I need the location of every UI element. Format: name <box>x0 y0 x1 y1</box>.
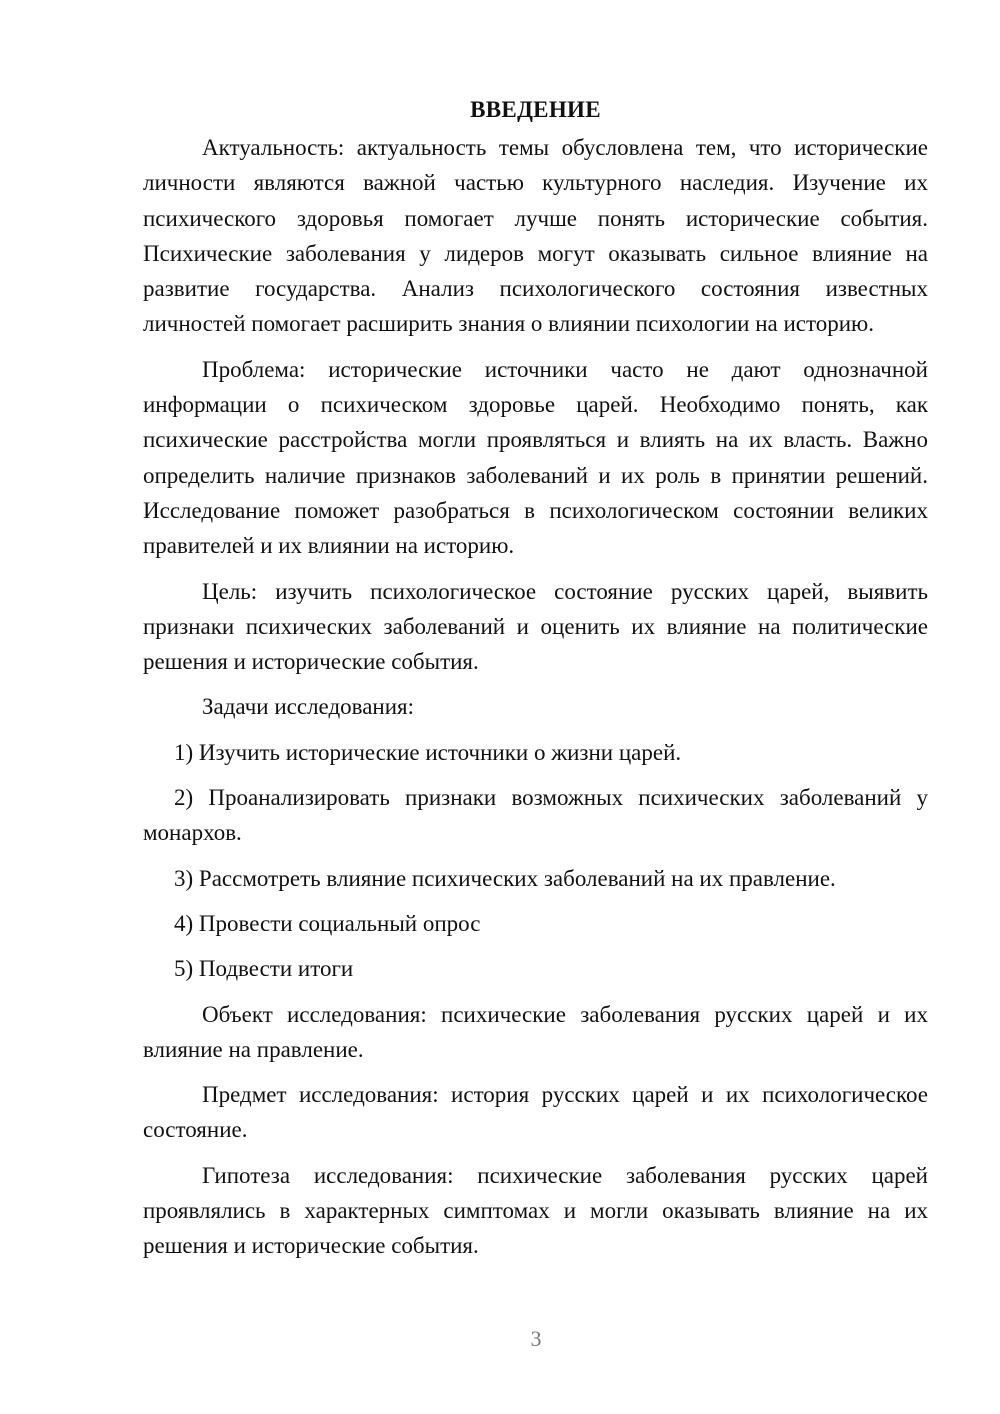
task-item-1: 1) Изучить исторические источники о жизни царей. <box>174 739 682 765</box>
tasks-list <box>143 735 928 987</box>
tasks-heading: Задачи исследования: <box>202 694 415 720</box>
section-title: ВВЕДЕНИЕ <box>470 97 601 122</box>
subject-paragraph: Предмет исследования: история русских царей и их психологическое состояние. <box>143 1082 928 1143</box>
document-page <box>143 92 928 1274</box>
object-paragraph: Объект исследования: психические заболевания русских царей и их влияние на правление. <box>143 1001 928 1062</box>
problem-paragraph: Проблема: исторические источники часто не дают однозначной информации о психическом здоровье царей. Необходимо понять, как психические расстройства могли проявляться и влиять на их власть. Важно определить наличие признаков заболеваний и их роль в принятии решений. Исследование поможет разобраться в психологическом состоянии великих правителей и их влиянии на историю. <box>143 356 928 559</box>
page-number: 3 <box>530 1326 542 1351</box>
task-item-3: 3) Рассмотреть влияние психических заболеваний на их правление. <box>174 865 836 891</box>
task-item-4: 4) Провести социальный опрос <box>174 910 481 936</box>
relevance-paragraph: Актуальность: актуальность темы обусловлена тем, что исторические личности являются важной частью культурного наследия. Изучение их психического здоровья помогает лучше понять исторические события. Психические заболевания у лидеров могут оказывать сильное влияние на развитие государства. Анализ психологического состояния известных личностей помогает расширить знания о влиянии психологии на историю. <box>143 135 928 337</box>
goal-paragraph: Цель: изучить психологическое состояние русских царей, выявить признаки психических заболеваний и оценить их влияние на политические решения и исторические события. <box>143 578 928 675</box>
task-item-2: 2) Проанализировать признаки возможных психических заболеваний у монархов. <box>143 785 928 846</box>
hypothesis-paragraph: Гипотеза исследования: психические заболевания русских царей проявлялись в характерных симптомах и могли оказывать влияние на их решения и исторические события. <box>143 1162 928 1259</box>
task-item-5: 5) Подвести итоги <box>174 956 354 982</box>
